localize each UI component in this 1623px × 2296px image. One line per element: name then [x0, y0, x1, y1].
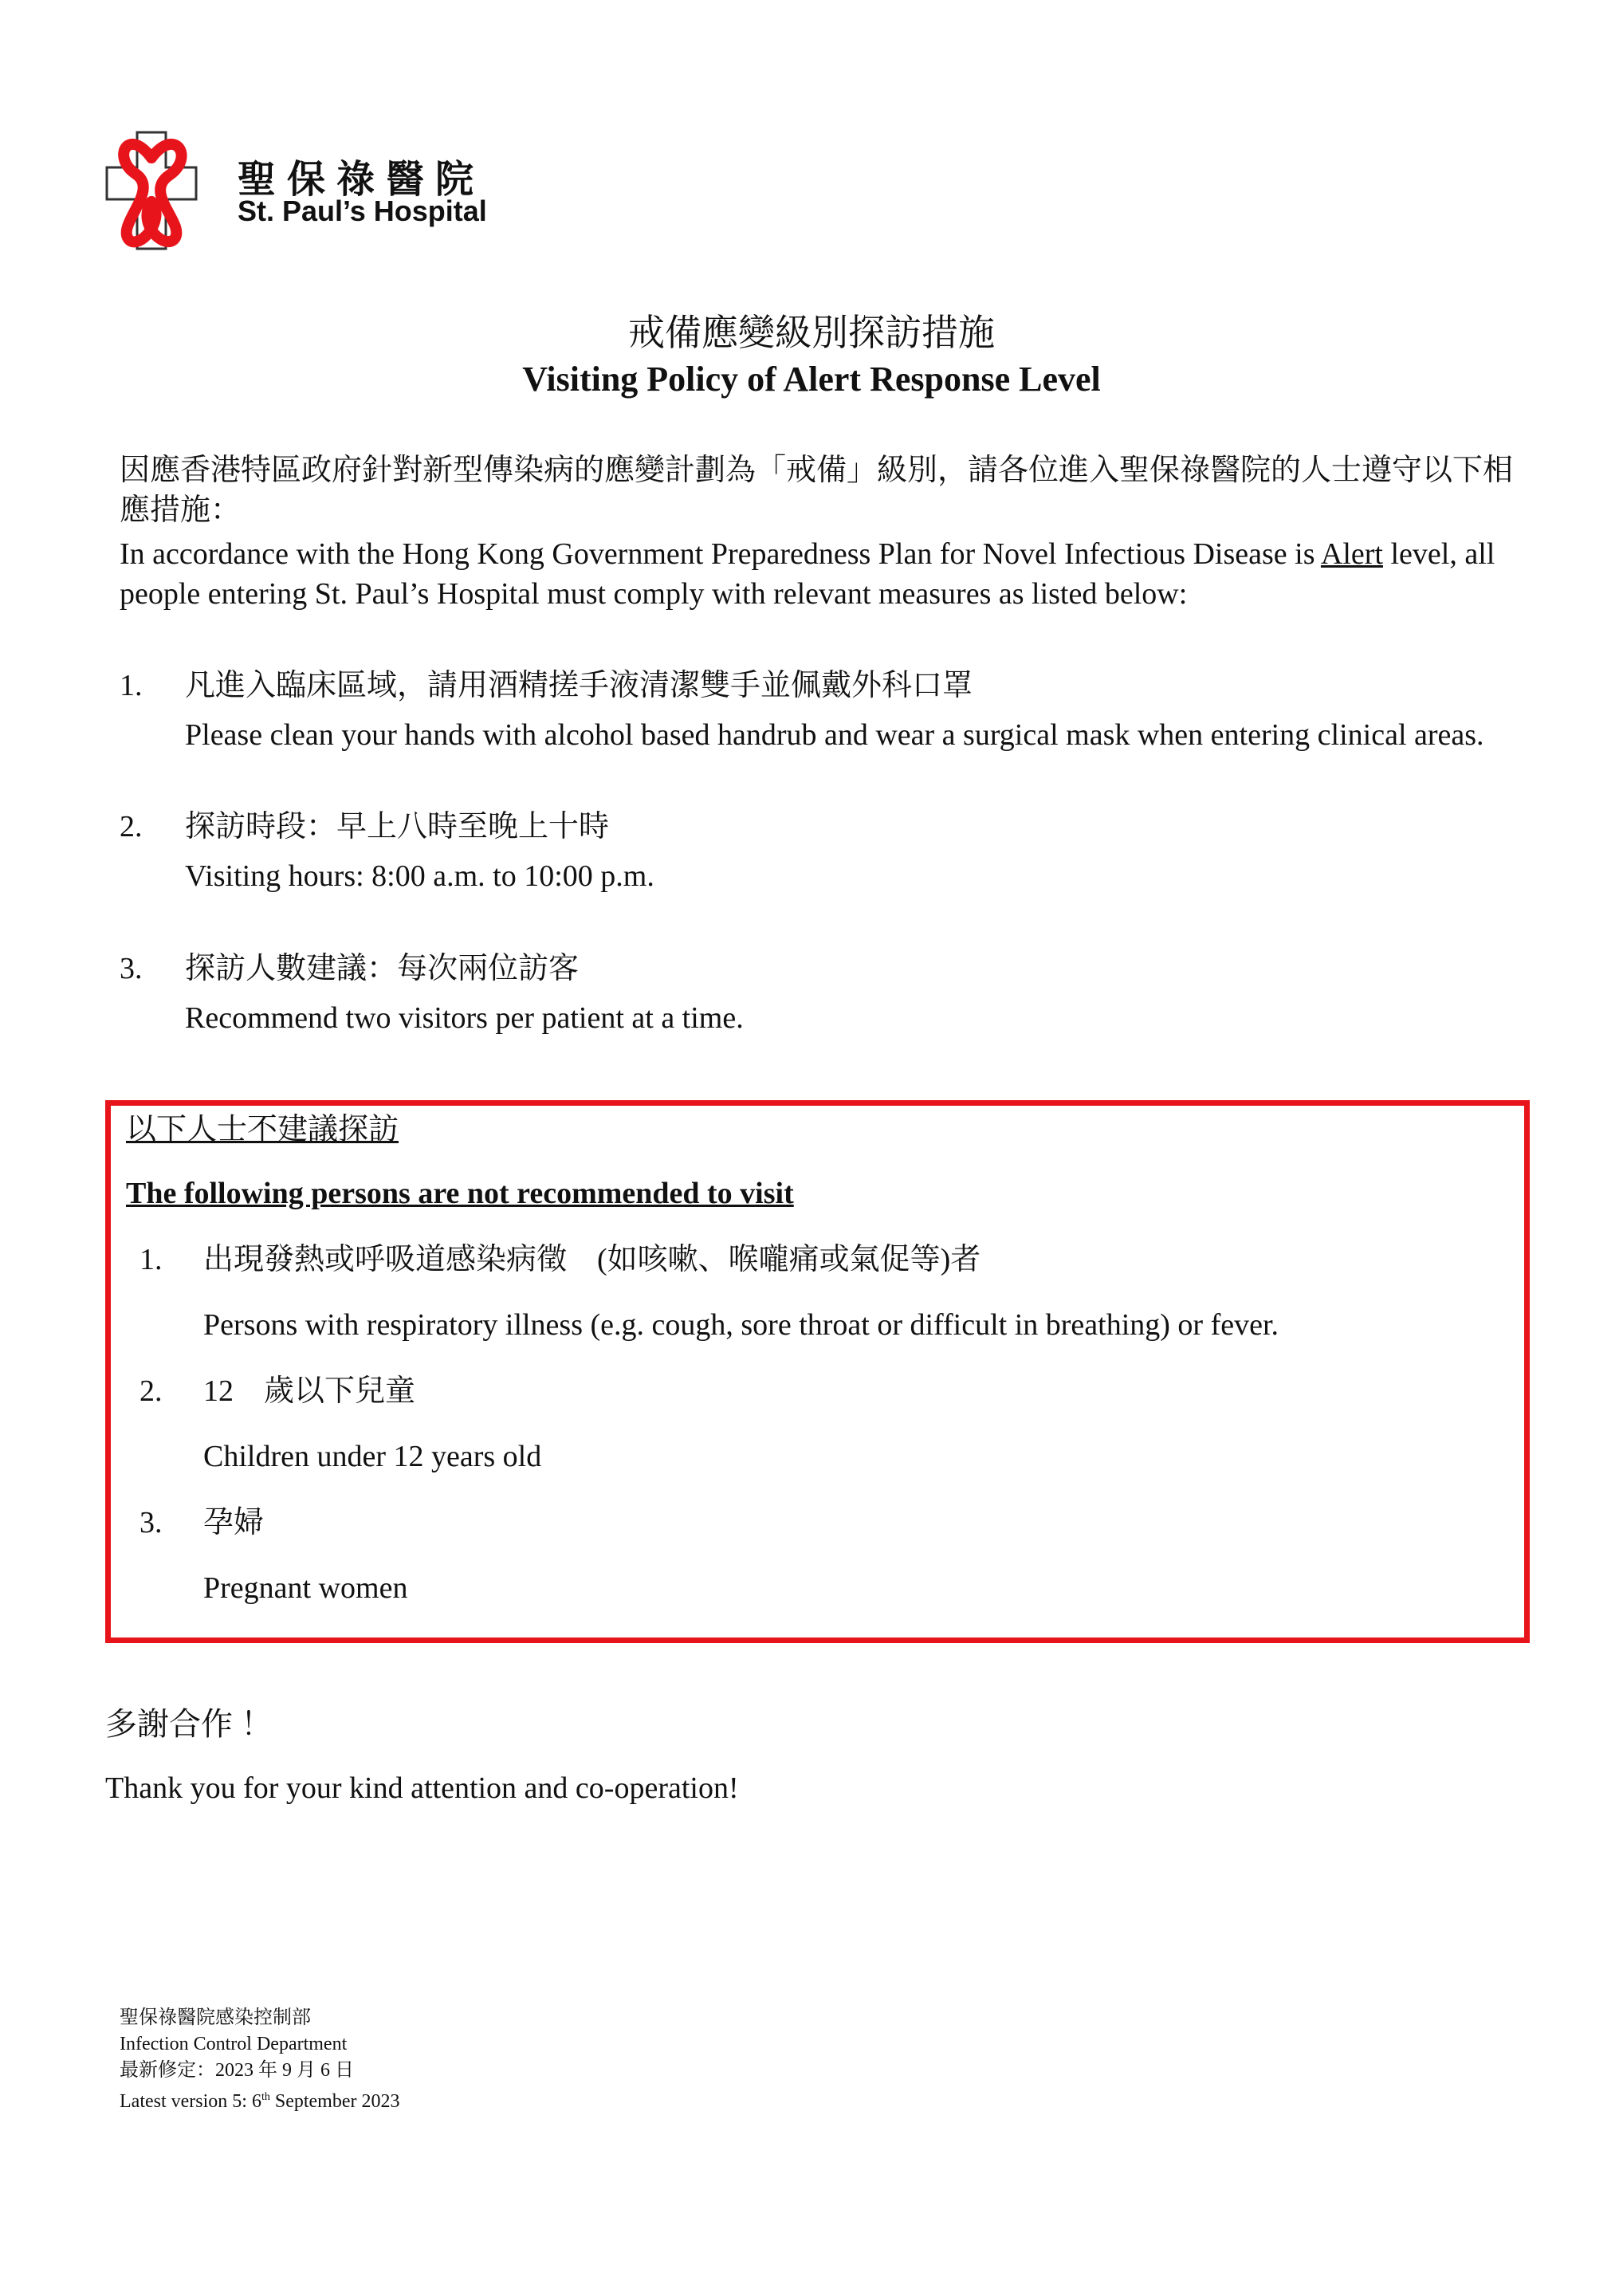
intro-chinese: 因應香港特區政府針對新型傳染病的應變計劃為「戒備」級別，請各位進入聖保祿醫院的人士遵守以下相應措施： — [120, 454, 1514, 527]
thanks-chinese: 多謝合作 ！ — [105, 1706, 273, 1742]
measure-chinese: 探訪時段：早上八時至晚上十時 — [185, 810, 610, 843]
footer-version-sup: th — [261, 2091, 270, 2103]
item-english: Pregnant women — [203, 1571, 408, 1605]
logo-chinese-name: 聖保祿醫院 — [238, 159, 485, 201]
item-number: 3. — [140, 1506, 163, 1539]
measure-english: Recommend two visitors per patient at a time. — [185, 1001, 744, 1035]
footer-version-suffix: September 2023 — [269, 2091, 400, 2112]
item-chinese: 12 歲以下兒童 — [203, 1374, 416, 1408]
thanks-english: Thank you for your kind attention and co-operation! — [105, 1771, 739, 1805]
measure-number: 1. — [120, 669, 143, 702]
item-chinese: 孕婦 — [203, 1506, 265, 1539]
page-title-english: Visiting Policy of Alert Response Level — [522, 360, 1101, 399]
intro-english-part1: In accordance with the Hong Kong Government Preparedness Plan for Novel Infectious Disease is — [120, 537, 1321, 571]
measure-english: Please clean your hands with alcohol based handrub and wear a surgical mask when entering clinical areas. — [185, 718, 1484, 752]
measure-chinese: 凡進入臨床區域，請用酒精搓手液清潔雙手並佩戴外科口罩 — [185, 669, 973, 702]
logo-english-name: St. Paul’s Hospital — [238, 195, 487, 227]
hospital-cross-emblem-icon — [104, 126, 199, 254]
not-recommended-title-chinese: 以下人士不建議探訪 — [126, 1113, 399, 1146]
measure-number: 3. — [120, 952, 143, 985]
measure-chinese: 探訪人數建議：每次兩位訪客 — [185, 952, 580, 985]
document-footer — [120, 2005, 400, 2115]
footer-version-prefix: Latest version 5: 6 — [120, 2091, 261, 2112]
item-number: 2. — [140, 1374, 163, 1408]
measure-english: Visiting hours: 8:00 a.m. to 10:00 p.m. — [185, 859, 654, 893]
item-english: Children under 12 years old — [203, 1440, 542, 1473]
intro-english — [120, 534, 1531, 614]
page-title-chinese: 戒備應變級別探訪措施 — [628, 313, 995, 353]
item-english: Persons with respiratory illness (e.g. cough, sore throat or difficult in breathing) or fever. — [203, 1308, 1279, 1342]
footer-version — [120, 2084, 400, 2115]
footer-department-chinese: 聖保祿醫院感染控制部 — [120, 2007, 311, 2028]
item-chinese: 出現發熱或呼吸道感染病徵 (如咳嗽、喉嚨痛或氣促等)者 — [203, 1243, 981, 1276]
not-recommended-title-english: The following persons are not recommended to visit — [126, 1177, 794, 1210]
alert-level-text: Alert — [1320, 537, 1383, 571]
hospital-logo — [104, 126, 487, 254]
footer-department-english: Infection Control Department — [120, 2034, 348, 2054]
item-number: 1. — [140, 1243, 163, 1276]
measure-number: 2. — [120, 810, 143, 843]
intro-english-part2: level, all people entering St. Paul’s Hospital must comply with relevant measures as listed below: — [120, 537, 1495, 611]
footer-revised-date-chinese: 最新修定：2023 年 9 月 6 日 — [120, 2060, 354, 2081]
